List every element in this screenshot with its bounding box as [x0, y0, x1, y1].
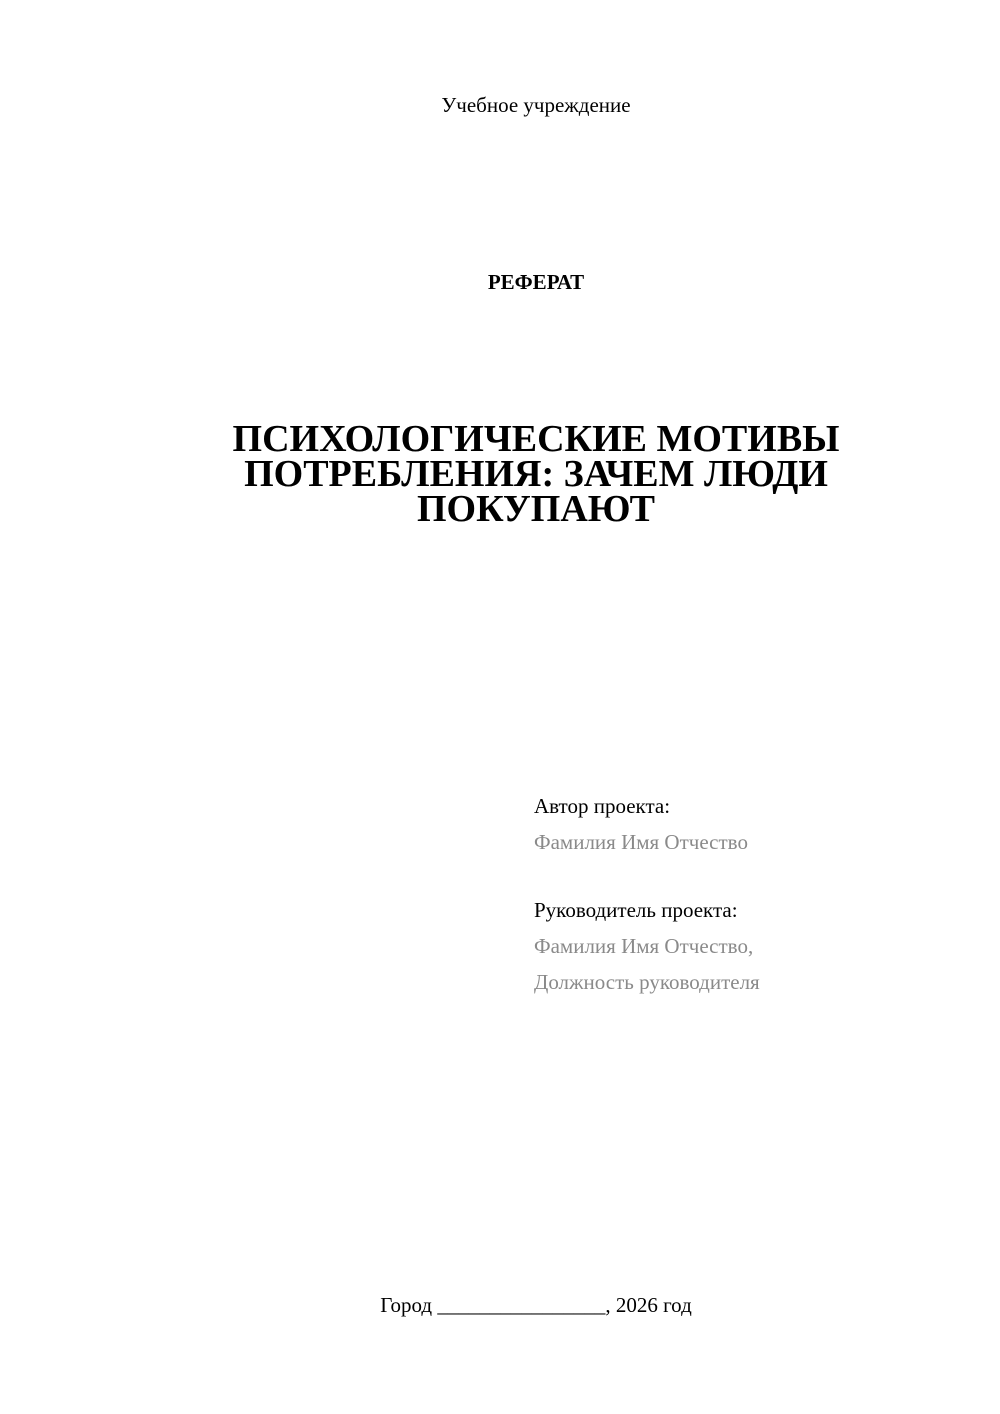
city-year-line — [0, 1291, 1000, 1319]
author-label: Автор проекта: — [534, 794, 671, 818]
supervisor-label: Руководитель проекта: — [534, 898, 738, 922]
institution-name: Учебное учреждение — [441, 93, 631, 117]
document-title-line: ПОКУПАЮТ — [417, 488, 655, 530]
document-type: РЕФЕРАТ — [487, 270, 585, 294]
document-title-line: ПОТРЕБЛЕНИЯ: ЗАЧЕМ ЛЮДИ — [244, 453, 828, 495]
year-text: , 2026 год — [605, 1293, 692, 1317]
spacer — [534, 860, 974, 892]
city-blank: ________________ — [437, 1293, 606, 1317]
document-title-line: ПСИХОЛОГИЧЕСКИЕ МОТИВЫ — [232, 418, 840, 460]
supervisor-position-placeholder: Должность руководителя — [534, 970, 760, 994]
document-title — [200, 418, 872, 530]
author-name-placeholder: Фамилия Имя Отчество — [534, 830, 748, 854]
supervisor-name-placeholder: Фамилия Имя Отчество, — [534, 934, 754, 958]
city-label: Город — [380, 1293, 433, 1317]
credits-block — [534, 788, 974, 1000]
